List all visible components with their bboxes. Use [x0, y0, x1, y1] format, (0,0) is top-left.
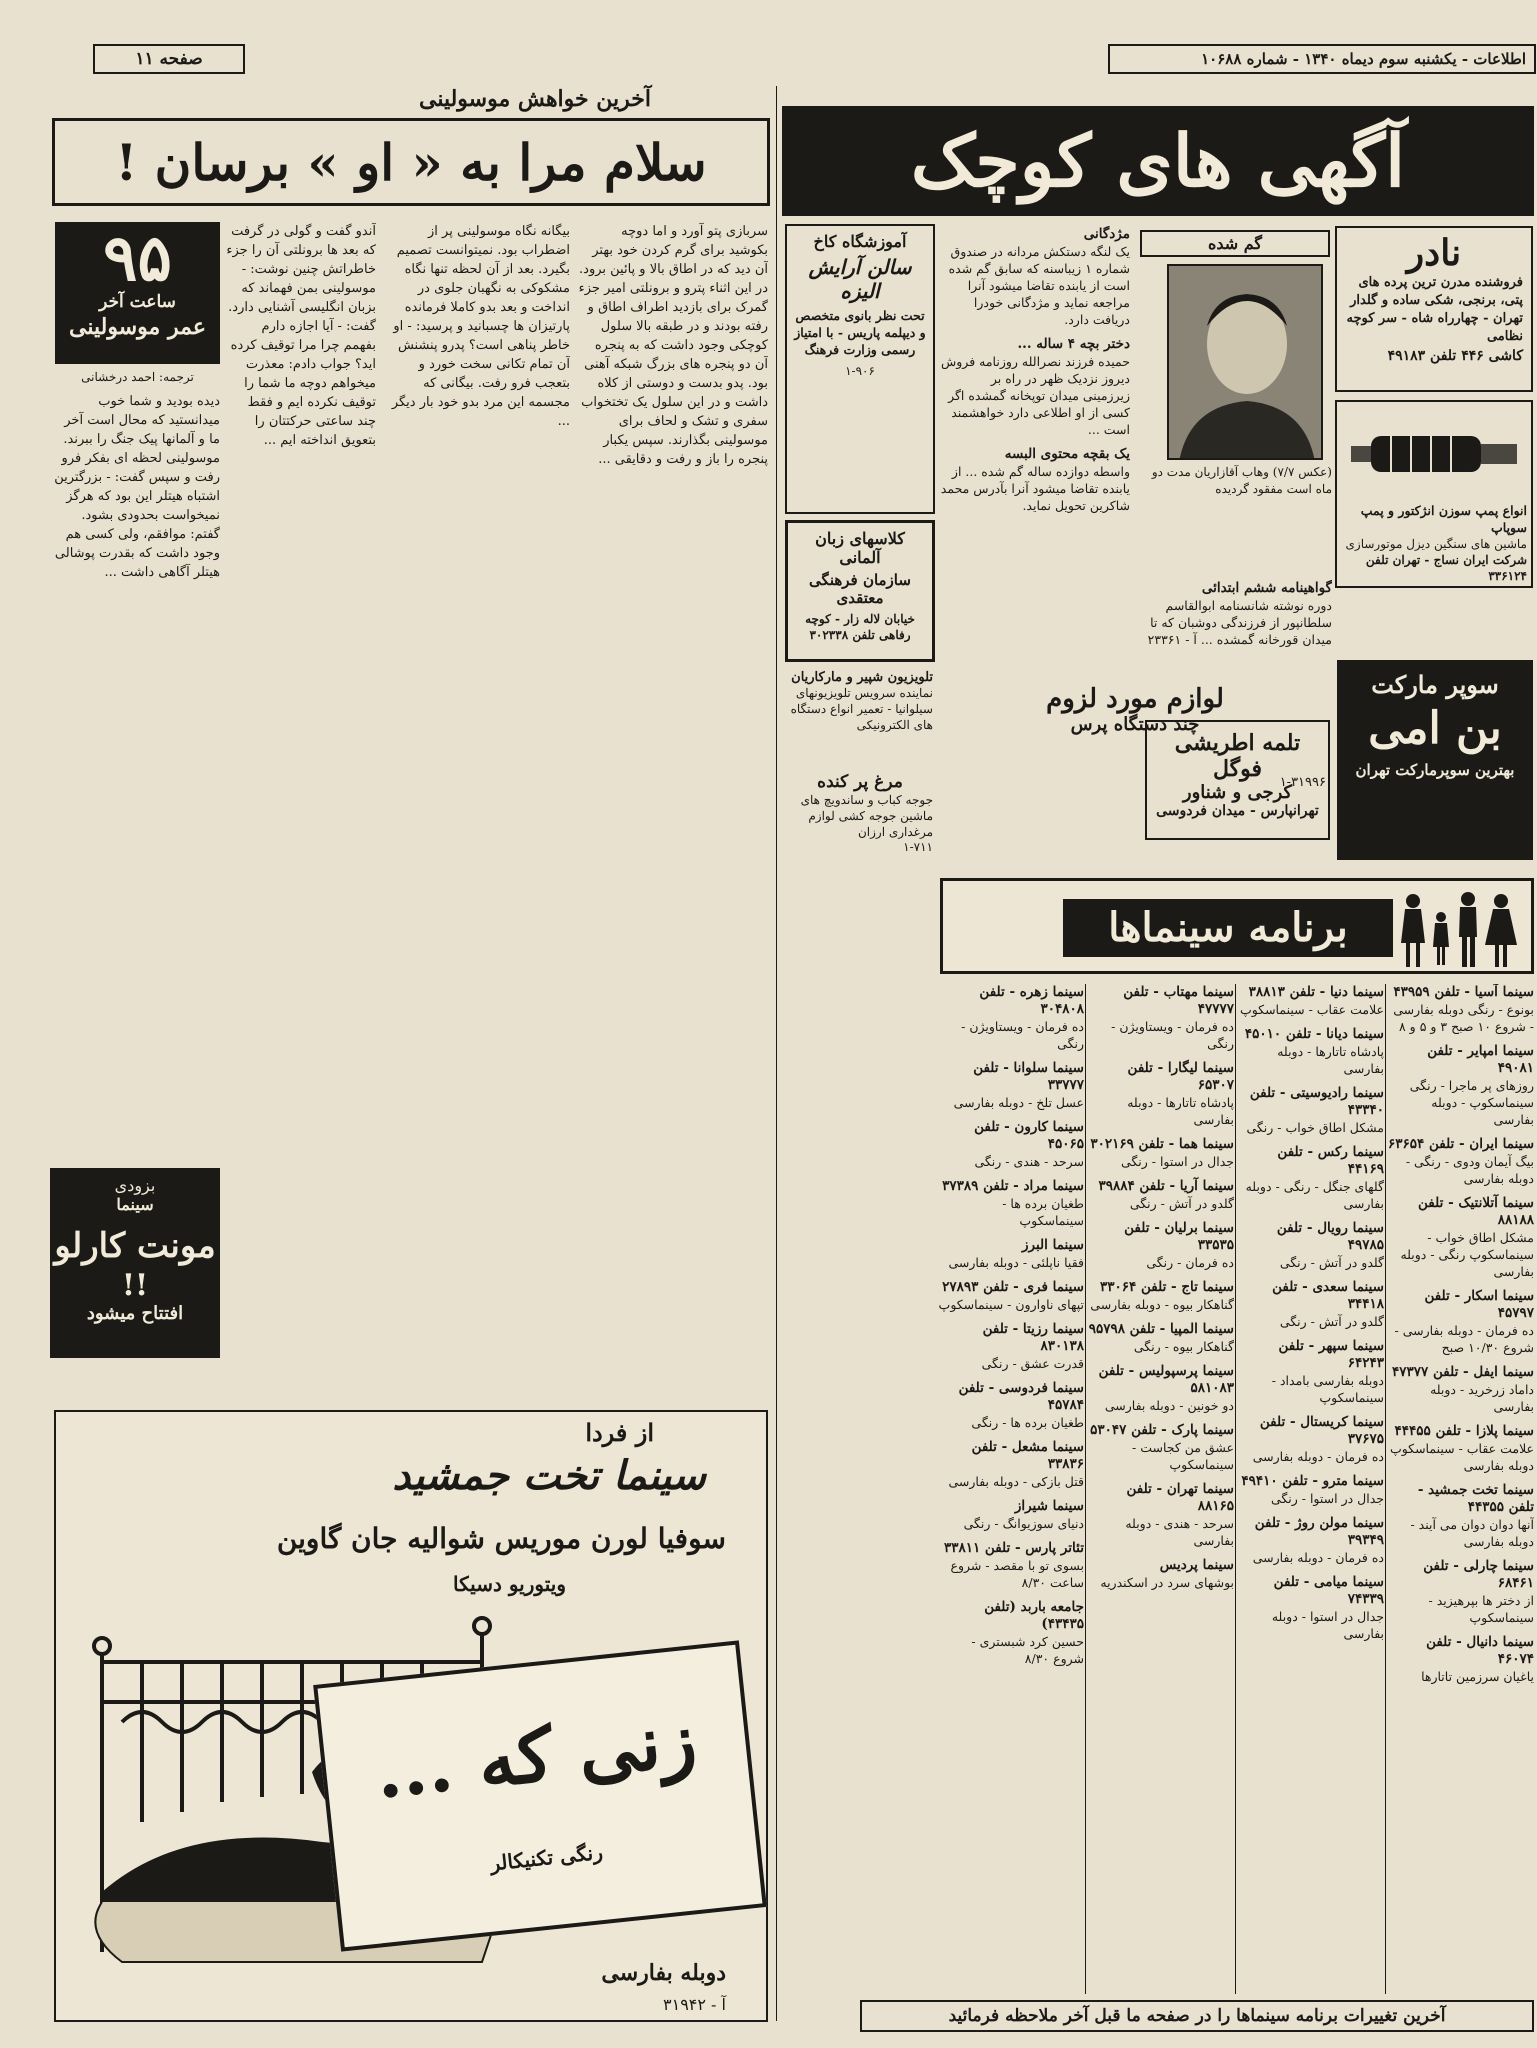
- tutoring-ad: تلمه اطریشی فوگل کرجی و شناور تهرانپارس - میدان فردوسی: [1145, 720, 1330, 840]
- column-divider: [776, 86, 777, 2021]
- cinema-listing: سینما کریستال - تلفن ۳۷۶۷۵ ده فرمان - دوبله بفارسی: [1252, 1414, 1384, 1464]
- page-number: صفحه ۱۱: [135, 49, 203, 69]
- masthead: [1108, 44, 1536, 74]
- cinema-listing: سینما البرز فقیا ناپلئی - دوبله بفارسی: [948, 1237, 1084, 1270]
- cinema-listing: سینما فری - تلفن ۲۷۸۹۳ تپهای ناوارون - سینماسکوپ: [938, 1279, 1084, 1312]
- cinema-listing: سینما مترو - تلفن ۴۹۴۱۰ جدال در استوا - رنگی: [1241, 1473, 1384, 1506]
- jamshid-ref: آ - ۳۱۹۴۲: [663, 1995, 726, 2014]
- cinema-listing: سینما سلوانا - تلفن ۳۳۷۷۷ عسل تلخ - دوبله بفارسی: [953, 1060, 1084, 1110]
- cinema-column: [1388, 984, 1534, 1994]
- cinema-listing: سینما دنیا - تلفن ۳۸۸۱۳ علامت عقاب - سینماسکوپ: [1239, 984, 1384, 1017]
- cinema-listing: سینما مهتاب - تلفن ۴۷۷۷۷ ده فرمان - ویستاویژن - رنگی: [1111, 984, 1234, 1051]
- cinema-listing: سینما آتلانتیک - تلفن ۸۸۱۸۸ مشکل اطاق خواب - سینماسکوپ رنگی - دوبله بفارسی: [1400, 1195, 1534, 1279]
- cinema-listing: سینما فردوسی - تلفن ۴۵۷۸۴ طغیان برده ها - رنگی: [958, 1380, 1084, 1430]
- cinema-listing: تئاتر پارس - تلفن ۳۳۸۱۱ بسوی تو با مقصد - شروع ساعت ۸/۳۰: [943, 1540, 1084, 1590]
- lost-header: گم شده: [1140, 230, 1330, 257]
- cinema-listing: سینما مراد - تلفن ۳۷۳۸۹ طغیان برده ها - سینماسکوپ: [942, 1178, 1084, 1228]
- cinema-listing: سینما پارک - تلفن ۵۳۰۴۷ عشق من کجاست - سینماسکوپ: [1090, 1422, 1234, 1472]
- article-column: سربازی پتو آورد و اما دوچه بکوشید برای گرم کردن خود بهتر آن دید که در اطاق بالا و پائین برود. در این اثناء پترو و برونلتی امیر جزء گمرک برای بازدید اطراف اطاق و رفته بودند و در طبقه بالا سلول کوچکی وجود داشت که به پنجره آن دو پنجره های بزرگ شبکه آهنی بود. پدو بدست و دوستی از کلاه داشت و در این سلول یک تختخواب سفری و تشک و لحاف برای موسولینی بگذارند. سپس یکبار پنجره را باز و رفت و دقایقی ...: [578, 224, 768, 467]
- article-column: آندو گفت و گولی در گرفت که بعد ها برونلتی آن را جزء خاطراتش چنین نوشت: - موسولینی بمن فهماند که بزبان انگلیسی آشنایی دارد. گفت: - آیا اجازه دارم بفهمم چرا مرا توقیف کرده اید؟ جواب دادم: معذرت میخواهم دوچه ما شما را توقیف نکرده ایم و فقط چند ساعتی حرکتتان را بتعویق انداخته ایم ...: [226, 224, 376, 448]
- hours-subject: عمر موسولینی: [69, 314, 206, 340]
- cinema-listing: سینما ایران - تلفن ۶۳۶۵۴ بیگ آیمان ودوی - رنگی - دوبله بفارسی: [1388, 1136, 1534, 1186]
- cinema-listing: سینما شیراز دنیای سوزیوانگ - رنگی: [963, 1498, 1084, 1531]
- article-headline: سلام مرا به « او » برسان !: [115, 133, 707, 192]
- cinema-listing: سینما امپایر - تلفن ۴۹۰۸۱ روزهای پر ماجرا - رنگی سینماسکوپ - دوبله بفارسی: [1409, 1043, 1534, 1127]
- cinema-listing: سینما سپهر - تلفن ۶۴۲۴۳ دوبله بفارسی بامداد - سینماسکوپ: [1271, 1338, 1384, 1405]
- cinema-listing: سینما تاج - تلفن ۳۳۰۶۴ گناهکار بیوه - دوبله بفارسی: [1090, 1279, 1234, 1312]
- cinema-footer: آخرین تغییرات برنامه سینماها را در صفحه ما قبل آخر ملاحظه فرمائید: [860, 2000, 1534, 2032]
- translator-credit: ترجمه: احمد درخشانی: [81, 370, 194, 384]
- monte-carlo-ad: [50, 1168, 220, 1358]
- cinema-listing: سینما مولن روژ - تلفن ۳۹۳۴۹ ده فرمان - دوبله بفارسی: [1252, 1515, 1384, 1565]
- injector-pump-illustration: [1341, 406, 1527, 498]
- movie-name: مونت کارلو: [54, 1226, 216, 1266]
- hours-label: ساعت آخر: [99, 292, 176, 312]
- school-ad: آموزشگاه کاخ سالن آرایش الیزه تحت نظر بانوی متخصص و دیپلمه پاریس - با امتیاز رسمی وزارت فرهنگ ۱-۹۰۶: [785, 224, 935, 514]
- hours-number: ۹۵: [103, 221, 172, 296]
- cinema-column: [1088, 984, 1234, 1994]
- cinema-listing: سینما چارلی - تلفن ۶۸۴۶۱ از دختر ها بپرهیزید - سینماسکوپ: [1423, 1558, 1534, 1625]
- cinema-listing: سینما تخت جمشید - تلفن ۴۴۳۵۵ آنها دوان دوان می آیند - دوبله بفارسی: [1410, 1482, 1534, 1549]
- parts-ad: لوازم مورد لزوم چند دستگاه پرس ۱-۳۱۹۹۶: [1046, 684, 1326, 790]
- cinema-listing: سینما پردیس بوشهای سرد در اسکندریه: [1100, 1557, 1234, 1590]
- page-number-box: [93, 44, 245, 74]
- cinema-listing: سینما دیانا - تلفن ۴۵۰۱۰ پادشاه تاتارها - دوبله بفارسی: [1244, 1026, 1384, 1076]
- cinema-listing: سینما هما - تلفن ۳۰۲۱۶۹ جدال در استوا - رنگی: [1090, 1136, 1234, 1169]
- cinema-listing: سینما سعدی - تلفن ۳۴۴۱۸ گلدو در آتش - رنگی: [1272, 1279, 1384, 1329]
- exclaim-marks: !!: [121, 1268, 149, 1303]
- column-divider: [1385, 984, 1386, 1994]
- cinema-listing: سینما لیگارا - تلفن ۶۵۳۰۷ پادشاه تاتارها - دوبله بفارسی: [1127, 1060, 1234, 1127]
- classified-column: [940, 226, 1130, 666]
- supermarket-ad: سوپر مارکت بن امی بهترین سوپرمارکت تهران: [1337, 660, 1533, 860]
- article-headline-box: [52, 118, 770, 206]
- classified-item: گواهینامه ششم ابتدائی دوره نوشته شانسنامه ابوالقاسم سلطانپور از فرزندگی دوشبان که تا میدان قورخانه گمشده ... آ - ۲۳۳۶۱: [1147, 580, 1332, 647]
- cinema-listing: سینما رادیوسیتی - تلفن ۴۳۳۴۰ مشکل اطاق خواب - رنگی: [1246, 1085, 1384, 1135]
- article-column: دیده بودید و شما خوب میدانستید که محال است آخر ما و آلمانها پیک جنگ را ببرند. موسولینی لحظه ای بفکر فرو رفت و سپس گفت: - بزرگترین اشتباه هیتلر این بود که هرگز نمیخواست بحدودی بشود. گفتم: موافقم، ولی کسی هم وجود داشت که بقدرت پوشالی هیتلر آگاهی داشت ...: [54, 394, 220, 580]
- cinema-listing: سینما رکس - تلفن ۴۴۱۶۹ گلهای جنگل - رنگی - دوبله بفارسی: [1245, 1144, 1384, 1211]
- cinema-listing: سینما کارون - تلفن ۴۵۰۶۵ سرحد - هندی - رنگی: [974, 1119, 1084, 1169]
- jamshid-stars-2: ویتوریو دسیکا: [453, 1572, 566, 1596]
- family-silhouette-icon: [1393, 887, 1523, 971]
- cinema-listing: سینما زهره - تلفن ۳۰۴۸۰۸ ده فرمان - ویستاویژن - رنگی: [961, 984, 1084, 1051]
- article-column: بیگانه نگاه موسولینی پر از اضطراب بود. نمیتوانست تصمیم بگیرد. بعد از آن لحظه تنها نگاه مشکوکی به نگهبان جلوی در انداخت و بعد بدو کاملا فرمانده پارتیزان ها چسبانید و پرسید: - او خاطر پناهی است؟ پدرو پنشنش آن تمام تکانی سخت خورد و بتعجب فرو رفت. بیگانی که مجسمه این مرد بدو خود بار دیگر ...: [391, 224, 570, 429]
- movie-open: افتتاح میشود: [86, 1303, 184, 1324]
- classifieds-title: آگهی های کوچک: [910, 118, 1406, 203]
- cinema-listing: جامعه باربد (تلفن ۴۳۴۳۵) حسین کرد شبستری - شروع ۸/۳۰: [971, 1599, 1084, 1666]
- cinema-listing: سینما رویال - تلفن ۴۹۷۸۵ گلدو در آتش - رنگی: [1276, 1220, 1384, 1270]
- nader-ad: نادر فروشنده مدرن ترین پرده های پتی، برنجی، شکی ساده و گلدار تهران - چهارراه شاه - سر کوچه نظامی کاشی ۴۴۶ تلفن ۴۹۱۸۳: [1335, 226, 1533, 392]
- spares-ad: انواع پمپ سوزن انژکتور و پمپ سوپاپ ماشین های سنگین دیزل موتورسازی شرکت ایران نساج - تهران تلفن ۳۳۶۱۲۴: [1335, 400, 1533, 588]
- cinema-listing: سینما آریا - تلفن ۳۹۸۸۴ گلدو در آتش - رنگی: [1098, 1178, 1234, 1211]
- tv-repair-ad: تلویزیون شپیر و مارکاریان نماینده سرویس تلویزیونهای سیلوانیا - تعمیر انواع دستگاه های الکترونیکی: [790, 670, 933, 732]
- cinema-listing: سینما المپیا - تلفن ۹۵۷۹۸ گناهکار بیوه - رنگی: [1088, 1321, 1234, 1354]
- movie-sign: سینما: [116, 1195, 154, 1214]
- jamshid-title-box: [313, 1640, 767, 1951]
- cinema-listing: سینما اسکار - تلفن ۴۵۷۹۷ ده فرمان - دوبله بفارسی - شروع ۱۰/۳۰ صبح: [1394, 1288, 1534, 1355]
- german-class-ad: کلاسهای زبان آلمانی سازمان فرهنگی معتقدی خیابان لاله زار - کوچه رفاهی تلفن ۳۰۲۳۳۸: [785, 520, 935, 662]
- lost-photo-caption: (عکس ۷/۷) وهاب آقازاریان مدت دو ماه است مفقود گردیده: [1151, 465, 1332, 496]
- cinema-listing: سینما آسیا - تلفن ۴۳۹۵۹ بونوع - رنگی دوبله بفارسی - شروع ۱۰ صبح ۳ و ۵ و ۸: [1393, 984, 1534, 1034]
- jamshid-cinema: سینما تخت جمشید: [392, 1452, 706, 1499]
- column-divider: [1085, 984, 1086, 1994]
- cinema-banner-title: برنامه سینماها: [1063, 899, 1393, 957]
- article-kicker: آخرین خواهش موسولینی: [418, 86, 652, 112]
- jamshid-ad: [54, 1410, 768, 2022]
- jamshid-stars: سوفیا لورن موریس شوالیه جان گاوین: [276, 1522, 726, 1555]
- cinema-listing: سینما پلازا - تلفن ۴۴۴۵۵ علامت عقاب - سینماسکوپ دوبله بفارسی: [1389, 1423, 1534, 1473]
- nader-title: نادر: [1406, 232, 1462, 274]
- column-divider: [1235, 984, 1236, 1994]
- jamshid-title: زنی که ...: [371, 1696, 701, 1816]
- jamshid-dubbed: دوبله بفارسی: [601, 1960, 726, 1986]
- classified-item: مژدگانی یک لنگه دستکش مردانه در صندوق شماره ۱ زیباسنه که سابق گم شده است از یابنده تقاضا میشود آنرا مراجعه نماید و مژدگانی خودرا دریافت دارد.: [948, 226, 1130, 327]
- lost-person-photo: [1167, 264, 1323, 460]
- cinema-listing: سینما مشعل - تلفن ۳۳۸۳۶ قتل بازکی - دوبله بفارسی: [948, 1439, 1084, 1489]
- movie-soon: بزودی: [114, 1176, 156, 1195]
- jamshid-from: از فردا: [585, 1418, 654, 1447]
- cinema-banner: [940, 878, 1534, 974]
- cinema-listing: سینما رزیتا - تلفن ۸۳۰۱۳۸ قدرت عشق - رنگی: [981, 1321, 1084, 1371]
- cinema-column: [1238, 984, 1384, 1994]
- jamshid-color: رنگی تکنیکالر: [489, 1839, 604, 1876]
- cinema-listing: سینما پرسپولیس - تلفن ۵۸۱۰۸۳ دو خونین - دوبله بفارسی: [1098, 1363, 1234, 1413]
- cinema-listing: سینما ایفل - تلفن ۴۷۳۷۷ داماد زرخرید - دوبله بفارسی: [1392, 1364, 1534, 1414]
- chicken-ad: مرغ پر کنده جوجه کباب و ساندویچ های ماشین جوجه کشی لوازم مرغداری ارزان ۱-۷۱۱: [800, 772, 933, 854]
- masthead-date: اطلاعات - یکشنبه سوم دیماه ۱۳۴۰ - شماره ۱۰۶۸۸: [1201, 50, 1526, 68]
- hours-box: [55, 222, 220, 364]
- cinema-listing: سینما میامی - تلفن ۷۴۳۳۹ جدال در استوا - دوبله بفارسی: [1271, 1574, 1384, 1641]
- cinema-listing: سینما دانیال - تلفن ۴۶۰۷۴ یاغیان سرزمین تاتارها: [1421, 1634, 1534, 1684]
- classified-item: یک بقچه محتوی البسه واسطه دوازده ساله گم شده ... از یابنده تقاضا میشود آنرا بآدرس محمد شاکرین تحویل نماید.: [940, 446, 1130, 513]
- portrait-icon: [1169, 266, 1323, 460]
- classifieds-banner: [782, 106, 1534, 216]
- cinema-listing: سینما برلیان - تلفن ۳۳۵۳۵ ده فرمان - رنگی: [1124, 1220, 1234, 1270]
- cinema-listing: سینما تهران - تلفن ۸۸۱۶۵ سرحد - هندی - دوبله بفارسی: [1125, 1481, 1234, 1548]
- cinema-column: [938, 984, 1084, 1994]
- classified-item: دختر بچه ۴ ساله ... حمیده فرزند نصرالله روزنامه فروش دیروز نزدیک ظهر در راه بر زیرزمینی میدان توپخانه گمشده اگر کسی از او اطلاعی دارد خواهشمند است ...: [941, 336, 1130, 437]
